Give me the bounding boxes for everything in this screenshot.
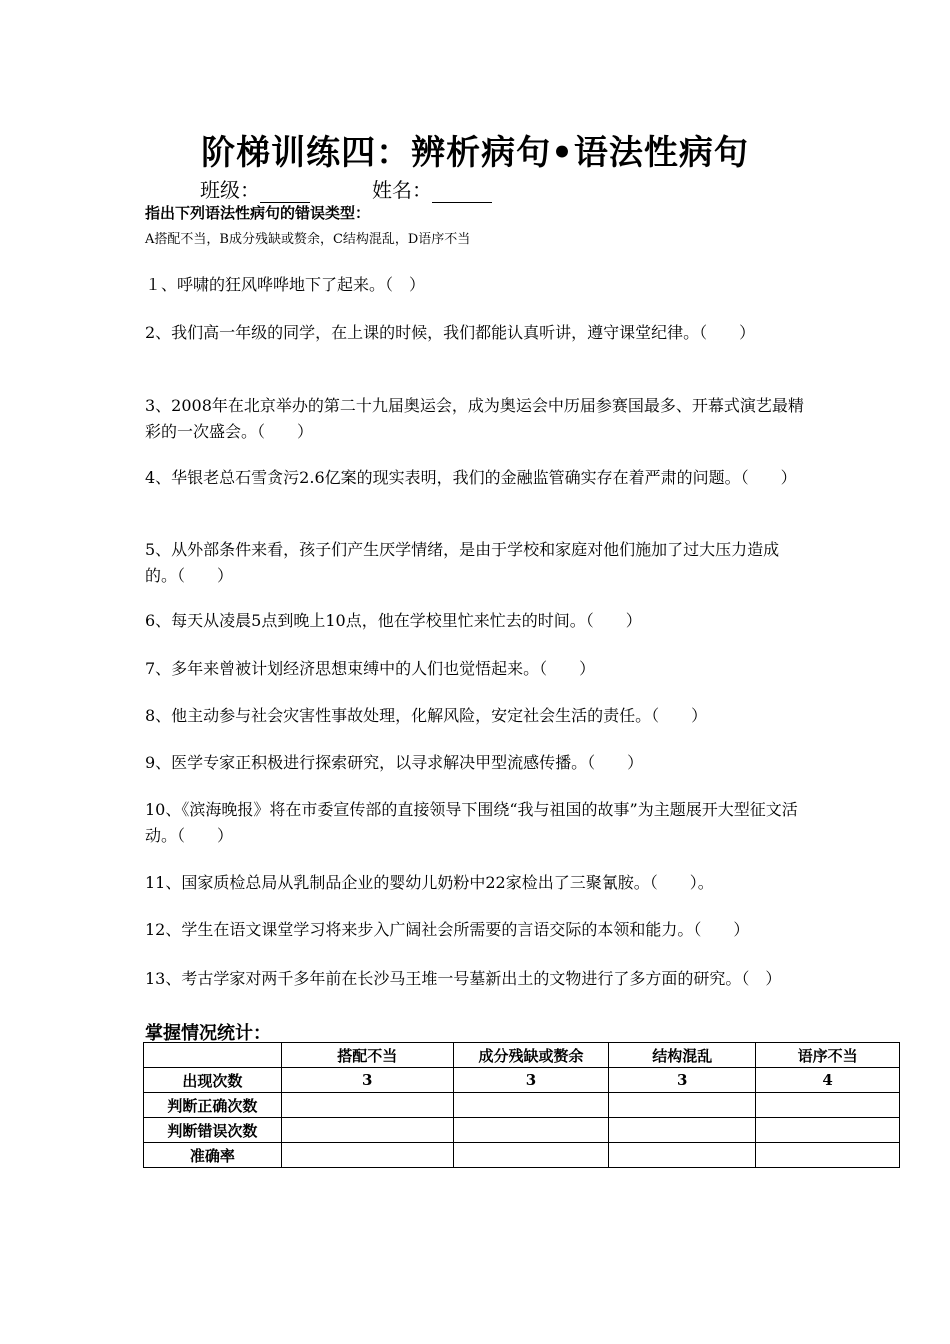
table-cell: 4	[756, 1068, 900, 1093]
name-blank[interactable]	[432, 182, 492, 203]
table-cell[interactable]	[453, 1143, 609, 1168]
row-label: 判断正确次数	[144, 1093, 282, 1118]
class-blank[interactable]	[260, 182, 310, 203]
table-cell[interactable]	[756, 1118, 900, 1143]
answer-options: A搭配不当，B成分残缺或赘余，C结构混乱，D语序不当	[145, 232, 471, 247]
table-row	[144, 1143, 900, 1168]
table-cell: 3	[453, 1068, 609, 1093]
question-8: 8、他主动参与社会灾害性事故处理，化解风险，安定社会生活的责任。（ ）	[145, 706, 708, 725]
question-13: 13、考古学家对两千多年前在长沙马王堆一号墓新出土的文物进行了多方面的研究。（ ）	[145, 969, 782, 988]
page-title: 阶梯训练四：辨析病句•语法性病句	[201, 133, 749, 173]
table-cell: 3	[609, 1068, 756, 1093]
table-cell[interactable]	[609, 1093, 756, 1118]
header-cell: 搭配不当	[281, 1043, 453, 1068]
table-row	[144, 1068, 900, 1093]
table-row	[144, 1093, 900, 1118]
question-5: 5、从外部条件来看，孩子们产生厌学情绪，是由于学校和家庭对他们施加了过大压力造成的。（ ）	[145, 540, 780, 585]
question-4: 4、华银老总石雪贪污2.6亿案的现实表明，我们的金融监管确实存在着严肃的问题。（ ）	[145, 468, 797, 487]
question-7: 7、多年来曾被计划经济思想束缚中的人们也觉悟起来。（ ）	[145, 659, 596, 678]
row-label: 准确率	[144, 1143, 282, 1168]
question-11: 11、国家质检总局从乳制品企业的婴幼儿奶粉中22家检出了三聚氰胺。（ ）。	[145, 873, 714, 892]
table-cell[interactable]	[756, 1093, 900, 1118]
question-10: 10、《滨海晚报》将在市委宣传部的直接领导下围绕“我与祖国的故事”为主题展开大型征文活动。（ ）	[145, 800, 798, 845]
question-1: １、呼啸的狂风哗哗地下了起来。（ ）	[145, 275, 426, 294]
question-3: 3、2008年在北京举办的第二十九届奥运会，成为奥运会中历届参赛国最多、开幕式演艺最精彩的一次盛会。（ ）	[145, 396, 804, 441]
row-label: 出现次数	[144, 1068, 282, 1093]
table-header-row	[144, 1043, 900, 1068]
instruction: 指出下列语法性病句的错误类型：	[145, 204, 371, 222]
table-cell: 3	[281, 1068, 453, 1093]
header-cell	[144, 1043, 282, 1068]
table-cell[interactable]	[281, 1093, 453, 1118]
header-cell: 结构混乱	[609, 1043, 756, 1068]
class-field	[200, 174, 310, 203]
stats-title: 掌握情况统计：	[145, 1023, 271, 1044]
header-cell: 成分残缺或赘余	[453, 1043, 609, 1068]
class-label: 班级：	[200, 178, 260, 202]
table-cell[interactable]	[281, 1143, 453, 1168]
question-6: 6、每天从凌晨5点到晚上10点，他在学校里忙来忙去的时间。（ ）	[145, 611, 642, 630]
table-cell[interactable]	[453, 1118, 609, 1143]
table-cell[interactable]	[453, 1093, 609, 1118]
table-cell[interactable]	[609, 1143, 756, 1168]
header-cell: 语序不当	[756, 1043, 900, 1068]
table-cell[interactable]	[281, 1118, 453, 1143]
question-9: 9、医学专家正积极进行探索研究，以寻求解决甲型流感传播。（ ）	[145, 753, 644, 772]
stats-table	[143, 1042, 900, 1168]
table-row	[144, 1118, 900, 1143]
table-cell[interactable]	[756, 1143, 900, 1168]
row-label: 判断错误次数	[144, 1118, 282, 1143]
question-12: 12、学生在语文课堂学习将来步入广阔社会所需要的言语交际的本领和能力。（ ）	[145, 920, 750, 939]
table-cell[interactable]	[609, 1118, 756, 1143]
question-2: 2、我们高一年级的同学，在上课的时候，我们都能认真听讲，遵守课堂纪律。（ ）	[145, 323, 756, 342]
name-field	[372, 174, 492, 203]
name-label: 姓名：	[372, 178, 432, 202]
